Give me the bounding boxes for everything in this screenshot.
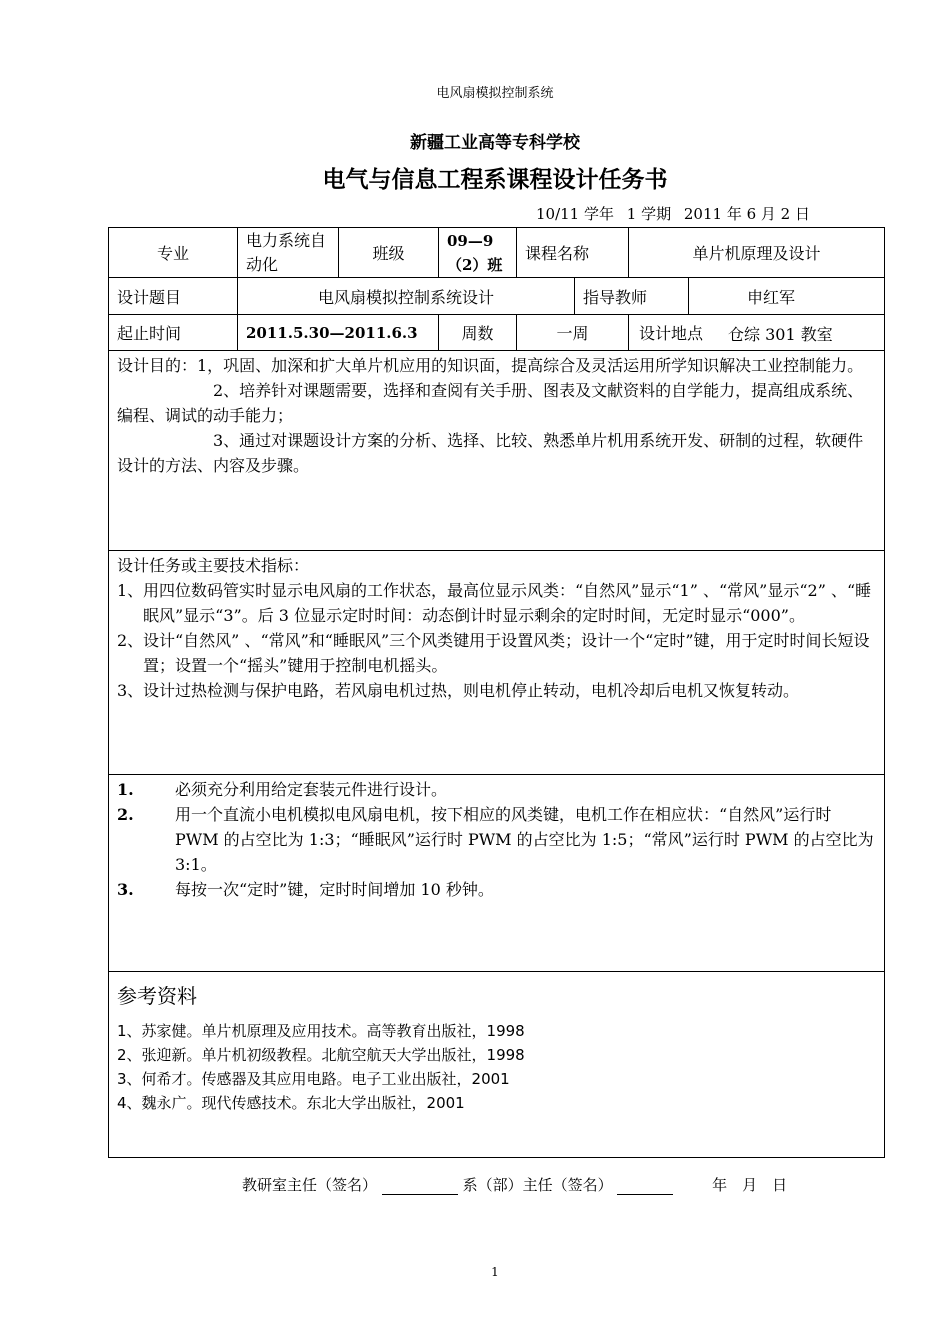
- director-signature-blank[interactable]: [382, 1178, 458, 1195]
- weeks-label: 周数: [439, 315, 517, 351]
- row-tasks: [109, 551, 885, 775]
- school-name: 新疆工业高等专科学校: [410, 133, 580, 153]
- place-value: 仓综 301 教室: [728, 324, 833, 344]
- signature-line: [242, 1174, 787, 1195]
- term-line: [536, 203, 818, 224]
- row-references: [109, 972, 885, 1158]
- weeks-value: 一周: [517, 315, 629, 351]
- teacher-label: 指导教师: [575, 278, 689, 315]
- semester: 1 学期: [626, 205, 672, 223]
- director-signature-label: 教研室主任（签名）: [242, 1176, 378, 1194]
- references-title: 参考资料: [117, 984, 197, 1008]
- purpose-paragraph-2: 2、培养针对课题需要，选择和查阅有关手册、图表及文献资料的自学能力，提高组成系统、编程、调试的动手能力；: [117, 381, 864, 425]
- list-item: 1. 必须充分利用给定套装元件进行设计。: [117, 780, 448, 799]
- tasks-cell: [109, 551, 885, 775]
- academic-year: 10/11 学年: [536, 205, 614, 223]
- list-item: 2. 用一个直流小电机模拟电风扇电机，按下相应的风类键，电机工作在相应状：“自然风”运行时 PWM 的占空比为 1:3；“睡眠风”运行时 PWM 的占空比为 1:5；“常风”运行时 PWM 的占空比为 3:1。: [117, 805, 874, 874]
- list-item: 3、何希才。传感器及其应用电路。电子工业出版社，2001: [117, 1070, 510, 1088]
- class-value: 09—9（2）班: [439, 228, 517, 278]
- row-topic: [109, 278, 885, 315]
- dept-signature-blank[interactable]: [617, 1178, 673, 1195]
- topic-value: 电风扇模拟控制系统设计: [238, 278, 575, 315]
- list-item: 2、 设计“自然风” 、“常风”和“睡眠风”三个风类键用于设置风类；设计一个“定时”键，用于定时时间长短设置；设置一个“摇头”键用于控制电机摇头。: [117, 631, 870, 675]
- teacher-value: 申红军: [689, 278, 885, 315]
- tasks-list: [117, 578, 876, 703]
- list-item: 2、张迎新。单片机初级教程。北航空航天大学出版社，1998: [117, 1046, 525, 1064]
- period-value: 2011.5.30—2011.6.3: [238, 315, 439, 351]
- period-label: 起止时间: [109, 315, 238, 351]
- list-item: 3. 每按一次“定时”键，定时时间增加 10 秒钟。: [117, 880, 494, 899]
- tasks-heading: 设计任务或主要技术指标：: [117, 556, 310, 575]
- requirements-list: [117, 777, 876, 902]
- document-title: 电气与信息工程系课程设计任务书: [322, 167, 668, 193]
- topic-label: 设计题目: [109, 278, 238, 315]
- requirements-cell: [109, 775, 885, 972]
- list-item: 1、 用四位数码管实时显示电风扇的工作状态，最高位显示风类：“自然风”显示“1” 、“常风”显示“2” 、“睡眠风”显示“3”。后 3 位显示定时时间：动态倒计时显示剩余的定时时间，无定时显示“000”。: [117, 581, 872, 625]
- task-table: [108, 227, 885, 1158]
- dept-signature-label: 系（部）主任（签名）: [462, 1176, 613, 1194]
- major-label: 专业: [109, 228, 238, 278]
- list-item: 1、苏家健。单片机原理及应用技术。高等教育出版社，1998: [117, 1022, 525, 1040]
- row-major: [109, 228, 885, 278]
- class-label: 班级: [339, 228, 439, 278]
- row-requirements: [109, 775, 885, 972]
- page-number: 1: [491, 1265, 499, 1279]
- course-label: 课程名称: [517, 228, 629, 278]
- purpose-paragraph-3: 3、通过对课题设计方案的分析、选择、比较、熟悉单片机用系统开发、研制的过程，软硬件设计的方法、内容及步骤。: [117, 431, 864, 475]
- row-purpose: [109, 351, 885, 551]
- references-cell: [109, 972, 885, 1158]
- major-value: 电力系统自动化: [238, 228, 339, 278]
- list-item: 4、魏永广。现代传感技术。东北大学出版社，2001: [117, 1094, 465, 1112]
- purpose-paragraph-1: 设计目的：1，巩固、加深和扩大单片机应用的知识面，提高综合及灵活运用所学知识解决工业控制能力。: [117, 356, 864, 375]
- course-value: 单片机原理及设计: [629, 228, 885, 278]
- running-header: 电风扇模拟控制系统: [436, 86, 554, 101]
- signature-date-label: 年 月 日: [712, 1176, 788, 1194]
- list-item: 3、 设计过热检测与保护电路，若风扇电机过热，则电机停止转动，电机冷却后电机又恢复转动。: [117, 681, 800, 700]
- place-label: 设计地点: [629, 315, 885, 351]
- issue-date: 2011 年 6 月 2 日: [683, 205, 810, 223]
- purpose-cell: [109, 351, 885, 551]
